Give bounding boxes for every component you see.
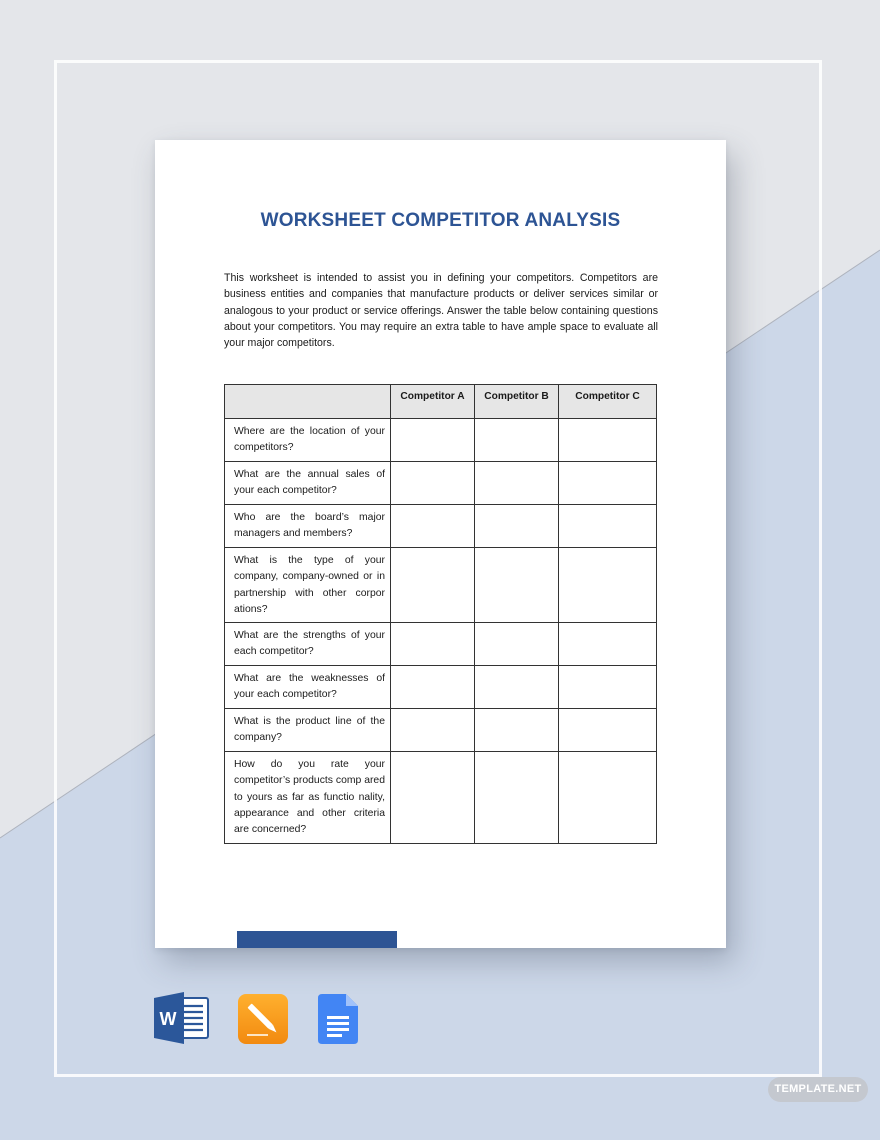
table-row — [225, 548, 657, 623]
question-cell: What are the strengths of your each competitor? — [225, 623, 391, 666]
document-title: WORKSHEET COMPETITOR ANALYSIS — [260, 210, 621, 231]
question-cell: Who are the board’s major managers and members? — [225, 505, 391, 548]
template-net-watermark: TEMPLATE.NET — [768, 1077, 868, 1102]
answer-cell[interactable] — [475, 548, 559, 623]
answer-cell[interactable] — [391, 709, 475, 752]
answer-cell[interactable] — [475, 709, 559, 752]
answer-cell[interactable] — [559, 623, 657, 666]
apple-pages-icon[interactable] — [238, 994, 288, 1044]
table-row — [225, 623, 657, 666]
answer-cell[interactable] — [475, 752, 559, 843]
answer-cell[interactable] — [391, 666, 475, 709]
answer-cell[interactable] — [559, 709, 657, 752]
table-row — [225, 709, 657, 752]
table-row — [225, 666, 657, 709]
answer-cell[interactable] — [559, 548, 657, 623]
answer-cell[interactable] — [391, 462, 475, 505]
answer-cell[interactable] — [559, 752, 657, 843]
table-row — [225, 752, 657, 843]
answer-cell[interactable] — [391, 419, 475, 462]
document-page — [155, 140, 726, 948]
answer-cell[interactable] — [475, 462, 559, 505]
answer-cell[interactable] — [391, 548, 475, 623]
question-cell: How do you rate your competitor’s products comp ared to yours as far as functio nality, appearance and other criteria are concerned? — [225, 752, 391, 843]
answer-cell[interactable] — [475, 623, 559, 666]
answer-cell[interactable] — [391, 752, 475, 843]
question-cell: What are the annual sales of your each competitor? — [225, 462, 391, 505]
answer-cell[interactable] — [559, 462, 657, 505]
answer-cell[interactable] — [391, 623, 475, 666]
question-cell: What is the product line of the company? — [225, 709, 391, 752]
answer-cell[interactable] — [475, 505, 559, 548]
question-cell: What is the type of your company, company-owned or in partnership with other corpor ations? — [225, 548, 391, 623]
microsoft-word-icon[interactable] — [154, 992, 210, 1044]
table-header-row — [225, 385, 657, 419]
answer-cell[interactable] — [475, 666, 559, 709]
header-competitor-b: Competitor B — [475, 385, 559, 419]
footer-accent-bar — [237, 931, 397, 948]
answer-cell[interactable] — [559, 505, 657, 548]
header-competitor-c: Competitor C — [559, 385, 657, 419]
answer-cell[interactable] — [475, 419, 559, 462]
answer-cell[interactable] — [391, 505, 475, 548]
intro-paragraph: This worksheet is intended to assist you in defining your competitors. Competitors are business entities and companies that manufacture products or deliver services similar or analogous to your product or service offerings. Answer the table below containing questions about your competitors. You may require an extra table to have ample space to evaluate all your major competitors. — [224, 272, 658, 350]
table-row — [225, 505, 657, 548]
answer-cell[interactable] — [559, 419, 657, 462]
header-blank — [225, 385, 391, 419]
question-cell: Where are the location of your competitors? — [225, 419, 391, 462]
google-docs-icon[interactable] — [318, 994, 358, 1044]
header-competitor-a: Competitor A — [391, 385, 475, 419]
word-letter: W — [159, 1009, 177, 1029]
question-cell: What are the weaknesses of your each competitor? — [225, 666, 391, 709]
answer-cell[interactable] — [559, 666, 657, 709]
table-row — [225, 462, 657, 505]
competitor-table — [224, 384, 657, 844]
table-row — [225, 419, 657, 462]
